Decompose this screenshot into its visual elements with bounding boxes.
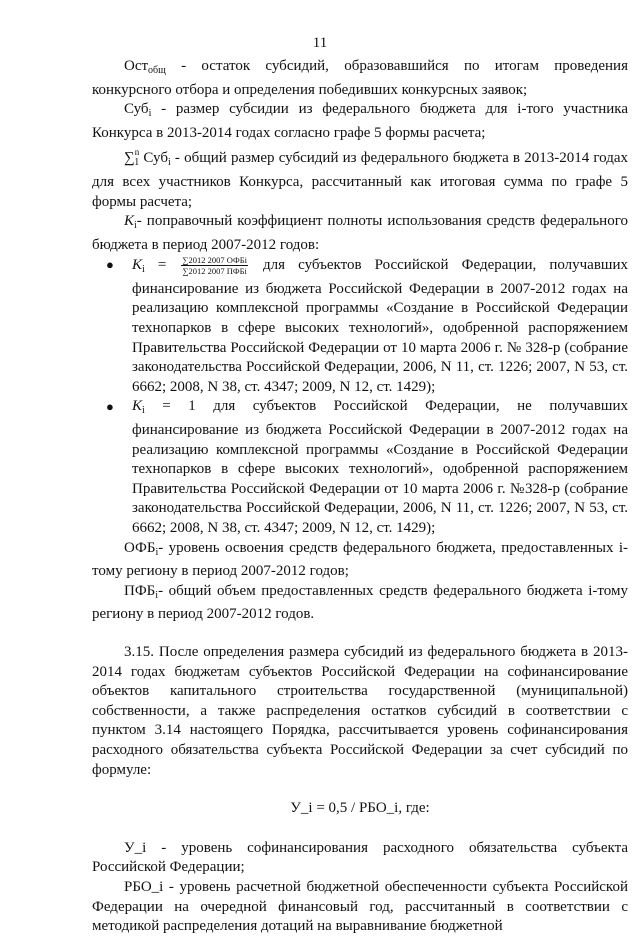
- fraction-denominator: ∑2012 2007 ПФБi: [182, 266, 247, 277]
- definition-ost: [92, 57, 628, 100]
- section-3-15: 3.15. После определения размера субсидий из федерального бюджета в 2013-2014 годах бюджетам субъектов Российской Федерации на софинансирование объектов капитального строительства государственной (муниципальной) собственности, а также распределения остатков субсидий в соответствии с пунктом 3.14 настоящего Порядка, рассчитывается уровень софинансирования расходного обязательства субъекта Российской Федерации за счет субсидий по формуле:: [92, 643, 628, 778]
- k-subscript: i: [142, 405, 145, 417]
- k-subscript: i: [142, 264, 145, 276]
- equals: = 1: [144, 398, 196, 415]
- definition-text: - остаток субсидий, образовавшийся по итогам проведения конкурсного отбора и определения победивших конкурсных заявок;: [92, 58, 628, 98]
- sum-symbol: ∑: [124, 150, 135, 167]
- definition-sum-sub: [92, 143, 628, 212]
- k-symbol: K: [132, 257, 143, 274]
- symbol-subscript: i: [155, 589, 159, 601]
- equals: =: [144, 257, 180, 274]
- fraction-numerator: ∑2012 2007 ОФБi: [182, 255, 247, 266]
- sum-superscript: n: [134, 147, 140, 158]
- definition-text: - поправочный коэффициент полноты использования средств федерального бюджета в период 2007-2012 годов:: [92, 213, 628, 253]
- symbol-subscript: общ: [148, 65, 166, 76]
- bullet-icon: ●: [106, 399, 114, 415]
- formula: У_i = 0,5 / РБО_i, где:: [290, 800, 430, 817]
- list-item-text: для субъектов Российской Федерации, не получавших финансирование из бюджета Российской Федерации в 2007-2012 годах на реализацию комплексной программы «Создание в Российской Федерации технопарков в сфере высоких технологий», одобренной распоряжением Правительства Российской Федерации от 10 марта 2006 г. №328-р (собрание законодательства Российской Федерации, 2006, N 11, ст. 1226; 2007, N 53, ст. 6662; 2008, N 38, ст. 4347; 2009, N 12, ст. 1429);: [132, 398, 628, 536]
- fraction: [181, 255, 248, 276]
- symbol-subscript: i: [155, 546, 159, 558]
- symbol: ОФБ: [124, 539, 156, 556]
- definition-ofb: [92, 539, 628, 582]
- list-item: [106, 255, 628, 397]
- symbol: Суб: [124, 101, 149, 118]
- symbol-subscript: i: [148, 108, 152, 120]
- definition-u: У_i - уровень софинансирования расходного обязательства субъекта Российской Федерации;: [92, 839, 628, 876]
- definition-k: [92, 212, 628, 255]
- definition-text: - уровень освоения средств федерального бюджета, предоставленных i-тому региону в период 2007-2012 годов;: [92, 539, 628, 580]
- list-item-text: для субъектов Российской Федерации, получавших финансирование из бюджета Российской Федерации в 2007-2012 годах на реализацию комплексной программы «Создание в Российской Федерации технопарков в сфере высоких технологий», одобренной распоряжением Правительства Российской Федерации от 10 марта 2006 г. № 328-р (собрание законодательства Российской Федерации, 2006, N 11, ст. 1226; 2007, N 53, ст. 6662; 2008, N 38, ст. 4347; 2009, N 12, ст. 1429);: [132, 257, 628, 395]
- page-number: 11: [312, 35, 328, 51]
- symbol-subscript: i: [167, 157, 171, 169]
- definition-text: - общий размер субсидий из федерального бюджета в 2013-2014 годах для всех участников Конкурса, рассчитанный как итоговая сумма по графе 5 формы расчета;: [92, 150, 629, 210]
- symbol: Суб: [143, 150, 168, 167]
- symbol: ПФБ: [124, 582, 156, 599]
- definition-rbo: РБО_i - уровень расчетной бюджетной обеспеченности субъекта Российской Федерации на очередной финансовый год, рассчитанный в соответствии с методикой распределения дотаций на выравнивание бюджетной: [92, 878, 628, 935]
- symbol-subscript: i: [134, 220, 137, 232]
- symbol: Ост: [124, 58, 149, 74]
- list-item: [106, 397, 628, 538]
- k-symbol: K: [132, 398, 143, 415]
- sum-subscript: 1: [134, 157, 140, 169]
- document-body: [92, 57, 628, 937]
- definition-text: - общий объем предоставленных средств федерального бюджета i-тому региону в период 2007-2012 годов.: [92, 582, 628, 623]
- definition-sub: [92, 100, 628, 143]
- symbol: K: [124, 213, 135, 230]
- definition-pfb: [92, 582, 628, 625]
- bullet-icon: ●: [106, 257, 114, 273]
- k-cases-list: [92, 255, 628, 538]
- definition-text: - размер субсидии из федерального бюджета для i-того участника Конкурса в 2013-2014 годах согласно графе 5 формы расчета;: [92, 101, 628, 141]
